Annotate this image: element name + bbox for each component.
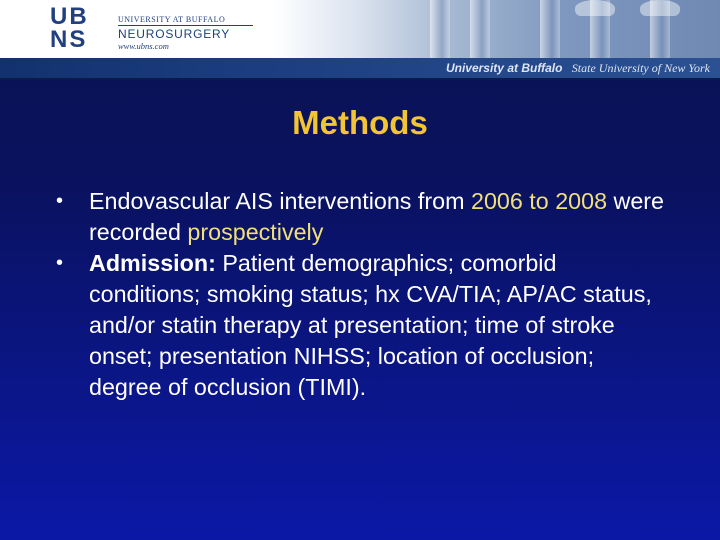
bullet-list (56, 186, 666, 403)
header-banner (0, 0, 720, 58)
logo-university: UNIVERSITY AT BUFFALO (118, 15, 253, 26)
strip-institution: University at Buffalo (445, 61, 563, 75)
logo-letters (50, 3, 110, 53)
slide-title: Methods (292, 104, 428, 141)
bullet-text: Patient demographics; comorbid conditions; smoking status; hx CVA/TIA; AP/AC status, and/or statin therapy at presentation; time of stroke onset; presentation NIHSS; location of occlusion; degree of occlusion (TIMI). (89, 250, 652, 400)
bullet-dot: • (56, 252, 64, 274)
column-capital-decoration (640, 0, 680, 16)
logo-url: www.ubns.com (118, 41, 169, 51)
ubns-logo (50, 3, 250, 53)
column-capital-decoration (575, 0, 615, 16)
logo-department: NEUROSURGERY (118, 27, 231, 41)
bullet-label: Admission: (89, 250, 216, 276)
strip-system: State University of New York (571, 61, 710, 75)
column-decoration (540, 0, 560, 58)
logo-letters-bottom: NS (50, 26, 88, 53)
bullet-text: were recorded (89, 188, 664, 245)
logo-text (118, 15, 253, 51)
logo-letters-top: UB (50, 3, 89, 30)
bullet-highlight: prospectively (187, 219, 324, 245)
bullet-highlight: 2006 to 2008 (471, 188, 608, 214)
institution-name (446, 61, 710, 76)
bullet-text: Endovascular AIS interventions from (89, 188, 471, 214)
column-decoration (470, 0, 490, 58)
bullet-dot: • (56, 190, 64, 212)
bullet-item (56, 248, 666, 403)
bullet-item (56, 186, 666, 248)
column-decoration (430, 0, 450, 58)
institution-strip (0, 58, 720, 80)
